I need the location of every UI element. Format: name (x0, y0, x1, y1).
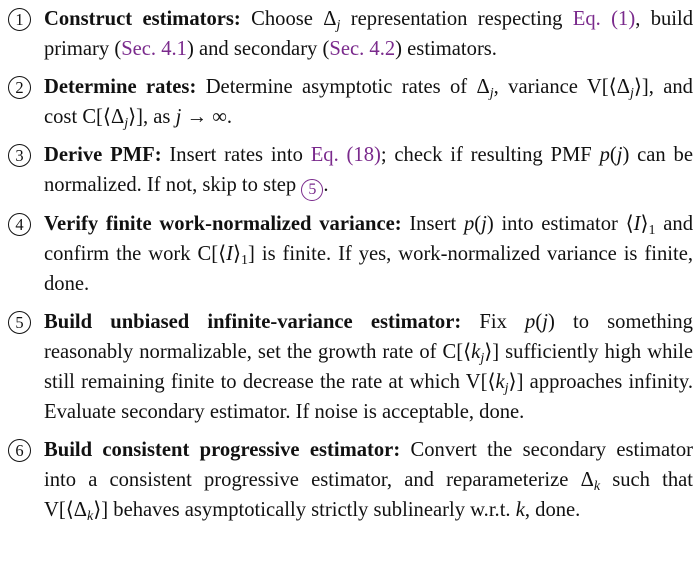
math-variable: j (542, 311, 548, 333)
math-variable: I (226, 243, 233, 265)
math-subscript: j (336, 18, 341, 33)
step-number-6: 6 (8, 439, 31, 462)
math-subscript: j (504, 381, 509, 396)
step-text: such that V[⟨ (44, 469, 693, 521)
step-title: Build consistent progressive estimator: (44, 439, 401, 461)
math-symbol: Δ (73, 499, 88, 521)
equation-reference-link[interactable]: Eq. (1) (572, 8, 636, 30)
math-subscript: j (489, 86, 494, 101)
math-variable: k (495, 371, 505, 393)
math-variable: j (616, 144, 623, 166)
step-6 (8, 435, 693, 525)
step-number-2: 2 (8, 76, 31, 99)
step-text: ( (474, 213, 482, 235)
step-4 (8, 209, 693, 299)
step-1 (8, 4, 693, 64)
step-text: ( (535, 311, 543, 333)
step-text: , variance V[⟨ (493, 76, 617, 98)
step-text: representation respecting (340, 8, 573, 30)
step-number-3: 3 (8, 144, 31, 167)
step-text: Determine asymptotic rates of (196, 76, 477, 98)
step-text: ⟩] behaves asymptotically strictly sublinearly w.r.t. (93, 499, 516, 521)
step-title: Determine rates: (44, 76, 197, 98)
math-subscript: j (629, 86, 634, 101)
step-text: ⟩], and cost C[⟨ (44, 76, 693, 128)
step-title: Build unbiased infinite-variance estimator: (44, 311, 462, 333)
step-text: Insert (401, 213, 464, 235)
step-text: ) can be normalized. If not, skip to step (44, 144, 693, 196)
step-number-5: 5 (8, 311, 31, 334)
step-text: ; check if resulting PMF (380, 144, 600, 166)
math-variable: k (471, 341, 481, 363)
math-subscript: 1 (241, 253, 249, 268)
step-text: Convert the secondary estimator into a consistent progressive estimator, and reparameterize (44, 439, 693, 491)
math-variable: j (175, 106, 182, 128)
step-text: Insert rates into (161, 144, 311, 166)
step-2 (8, 72, 693, 132)
step-text: , build primary ( (44, 8, 694, 60)
math-symbol: Δ (580, 469, 594, 491)
step-text: ) into estimator ⟨ (486, 213, 634, 235)
math-variable: p (599, 144, 610, 166)
step-text: → ∞. (181, 106, 233, 128)
step-number-4: 4 (8, 213, 31, 236)
step-text: . (323, 174, 329, 196)
section-reference-link[interactable]: Sec. 4.2 (329, 38, 396, 60)
math-variable: j (481, 213, 487, 235)
step-reference-link[interactable]: 5 (301, 179, 323, 201)
math-variable: I (633, 213, 641, 235)
step-text: ⟩] sufficiently high while still remaining finite to decrease the rate at which V[⟨ (44, 341, 694, 393)
step-text: ⟩], as (128, 106, 176, 128)
math-subscript: 1 (648, 223, 656, 238)
math-symbol: Δ (110, 106, 125, 128)
step-number-1: 1 (8, 8, 31, 31)
step-text: ⟩ (640, 213, 649, 235)
math-subscript: j (480, 351, 485, 366)
step-3 (8, 140, 693, 201)
step-title: Derive PMF: (44, 144, 162, 166)
math-subscript: k (87, 509, 94, 524)
step-text: ) to something reasonably normalizable, set the growth rate of C[⟨ (44, 311, 693, 363)
step-text: ⟩] approaches infinity. Evaluate secondary estimator. If noise is acceptable, done. (44, 371, 693, 423)
step-text: ) and secondary ( (186, 38, 330, 60)
step-text: Choose (240, 8, 324, 30)
step-5 (8, 307, 693, 427)
math-variable: k (515, 499, 525, 521)
math-symbol: Δ (323, 8, 337, 30)
math-variable: p (525, 311, 536, 333)
step-text: Fix (461, 311, 526, 333)
math-symbol: Δ (476, 76, 490, 98)
step-text: ⟩ (233, 243, 242, 265)
math-subscript: k (593, 479, 601, 494)
step-text: ) estimators. (395, 38, 497, 60)
step-title: Verify finite work-normalized variance: (44, 213, 402, 235)
step-text: ( (609, 144, 617, 166)
section-reference-link[interactable]: Sec. 4.1 (121, 38, 187, 60)
math-subscript: j (124, 116, 129, 131)
step-title: Construct estimators: (44, 8, 241, 30)
step-text: , done. (524, 499, 581, 521)
math-variable: p (463, 213, 475, 235)
step-text: ] is finite. If yes, work-normalized variance is finite, done. (44, 243, 693, 295)
equation-reference-link[interactable]: Eq. (18) (310, 144, 381, 166)
step-text: and confirm the work C[⟨ (44, 213, 694, 265)
math-symbol: Δ (616, 76, 630, 98)
